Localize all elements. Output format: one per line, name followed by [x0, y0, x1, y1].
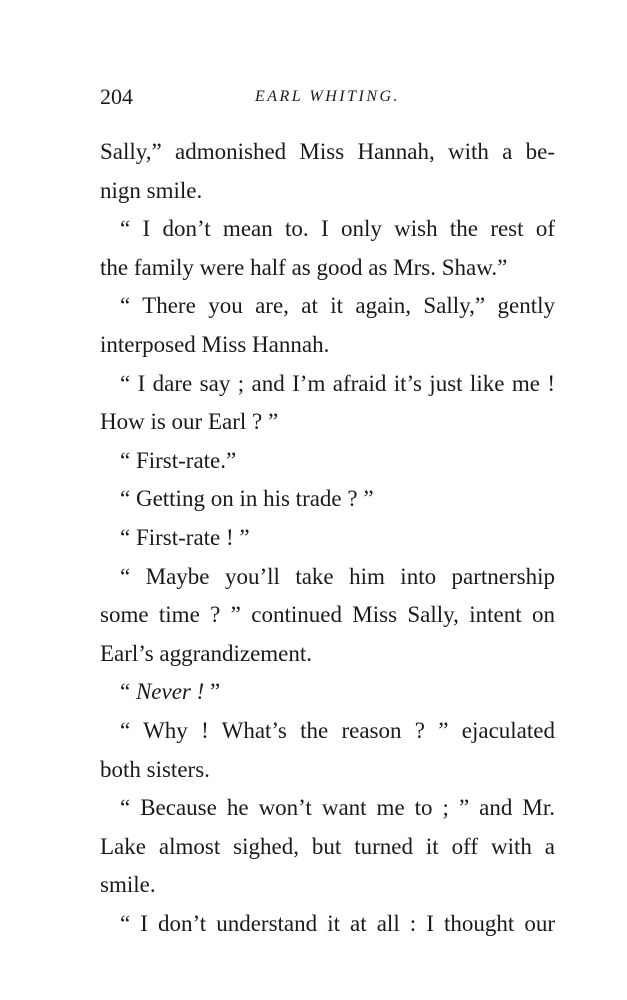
text-line: interposed Miss Hannah.	[100, 331, 330, 357]
text-line: “ Because he won’t want me to ; ” and Mr.	[120, 795, 555, 821]
page-header	[100, 84, 555, 114]
never-word: Never !	[135, 679, 205, 705]
body-text	[100, 133, 555, 943]
text-line: “ Why ! What’s the reason ? ” ejaculated	[120, 717, 555, 743]
close-quote: ”	[204, 679, 221, 705]
text-line: Sally,” admonished Miss Hannah, with a be-	[100, 139, 555, 164]
text-line: some time ? ” continued Miss Sally, intent on	[100, 602, 555, 628]
text-line: “ Maybe you’ll take him into partnership	[120, 563, 555, 589]
text-line-never	[100, 673, 555, 712]
text-line: the family were half as good as Mrs. Shaw.”	[100, 254, 508, 280]
text-line: “ First-rate ! ”	[120, 524, 250, 550]
text-line: “ Getting on in his trade ? ”	[120, 486, 374, 512]
text-line: “ I dare say ; and I’m afraid it’s just like me !	[120, 370, 555, 396]
open-quote: “	[120, 679, 136, 705]
text-line: How is our Earl ? ”	[100, 409, 279, 435]
text-line: “ There you are, at it again, Sally,” gently	[120, 293, 555, 319]
page-number: 204	[100, 84, 133, 109]
text-line: “ I don’t understand it at all : I thought our	[120, 910, 555, 936]
text-line: smile.	[100, 872, 156, 898]
text-line: Earl’s aggrandizement.	[100, 640, 313, 666]
text-line: nign smile.	[100, 177, 203, 203]
text-line: “ I don’t mean to. I only wish the rest of	[120, 216, 555, 242]
text-line: Lake almost sighed, but turned it off with a	[100, 833, 555, 859]
text-line: “ First-rate.”	[120, 447, 237, 473]
text-line: both sisters.	[100, 756, 210, 782]
running-head: EARL WHITING.	[254, 88, 401, 105]
